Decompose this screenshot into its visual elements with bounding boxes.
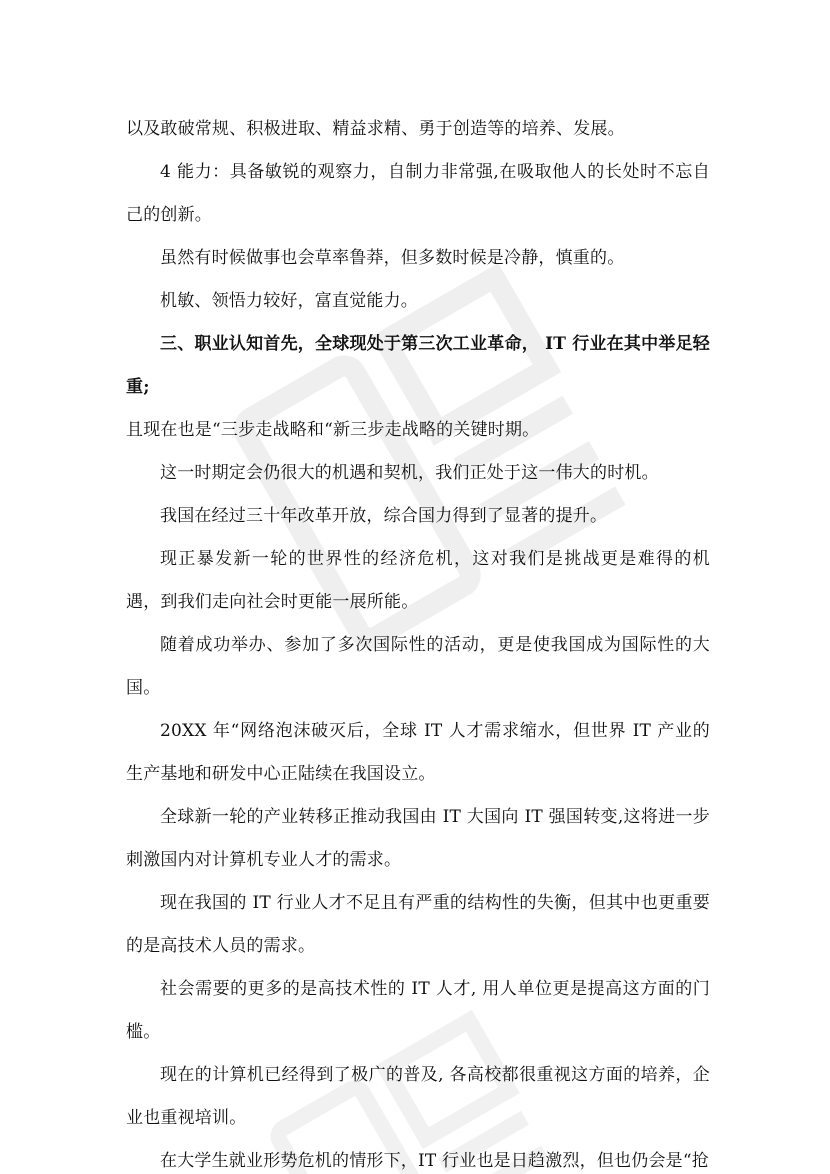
paragraph: 全球新一轮的产业转移正推动我国由 IT 大国向 IT 强国转变,这将进一步刺激国内对计算机专业人才的需求。 xyxy=(126,807,710,870)
paragraph: 且现在也是“三步走战略和“新三步走战略的关键时期。 xyxy=(126,420,540,440)
paragraph: 机敏、领悟力较好，富直觉能力。 xyxy=(160,291,418,311)
section-heading: 三、职业认知首先，全球现处于第三次工业革命， IT 行业在其中举足轻重; xyxy=(126,334,710,397)
document-body xyxy=(126,108,710,1174)
paragraph: 这一时期定会仍很大的机遇和契机，我们正处于这一伟大的时机。 xyxy=(160,463,659,483)
paragraph: 社会需要的更多的是高技术性的 IT 人才, 用人单位更是提高这方面的门槛。 xyxy=(126,979,710,1042)
paragraph: 现在我国的 IT 行业人才不足且有严重的结构性的失衡，但其中也更重要的是高技术人员的需求。 xyxy=(126,893,710,956)
paragraph: 4 能力：具备敏锐的观察力，自制力非常强,在吸取他人的长处时不忘自己的创新。 xyxy=(126,162,710,225)
paragraph: 在大学生就业形势危机的情形下，IT 行业也是日趋激烈，但也仍会是“抢 xyxy=(160,1151,709,1171)
paragraph: 现正暴发新一轮的世界性的经济危机，这对我们是挑战更是难得的机遇，到我们走向社会时更能一展所能。 xyxy=(126,549,710,612)
paragraph: 20XX 年“网络泡沫破灭后，全球 IT 人才需求缩水，但世界 IT 产业的生产基地和研发中心正陆续在我国设立。 xyxy=(126,721,710,784)
paragraph: 虽然有时候做事也会草率鲁莽，但多数时候是冷静，慎重的。 xyxy=(160,248,625,268)
paragraph: 随着成功举办、参加了多次国际性的活动，更是使我国成为国际性的大国。 xyxy=(126,635,710,698)
paragraph: 我国在经过三十年改革开放，综合国力得到了显著的提升。 xyxy=(160,506,608,526)
paragraph: 以及敢破常规、积极进取、精益求精、勇于创造等的培养、发展。 xyxy=(126,119,625,139)
paragraph: 现在的计算机已经得到了极广的普及, 各高校都很重视这方面的培养，企业也重视培训。 xyxy=(126,1065,710,1128)
